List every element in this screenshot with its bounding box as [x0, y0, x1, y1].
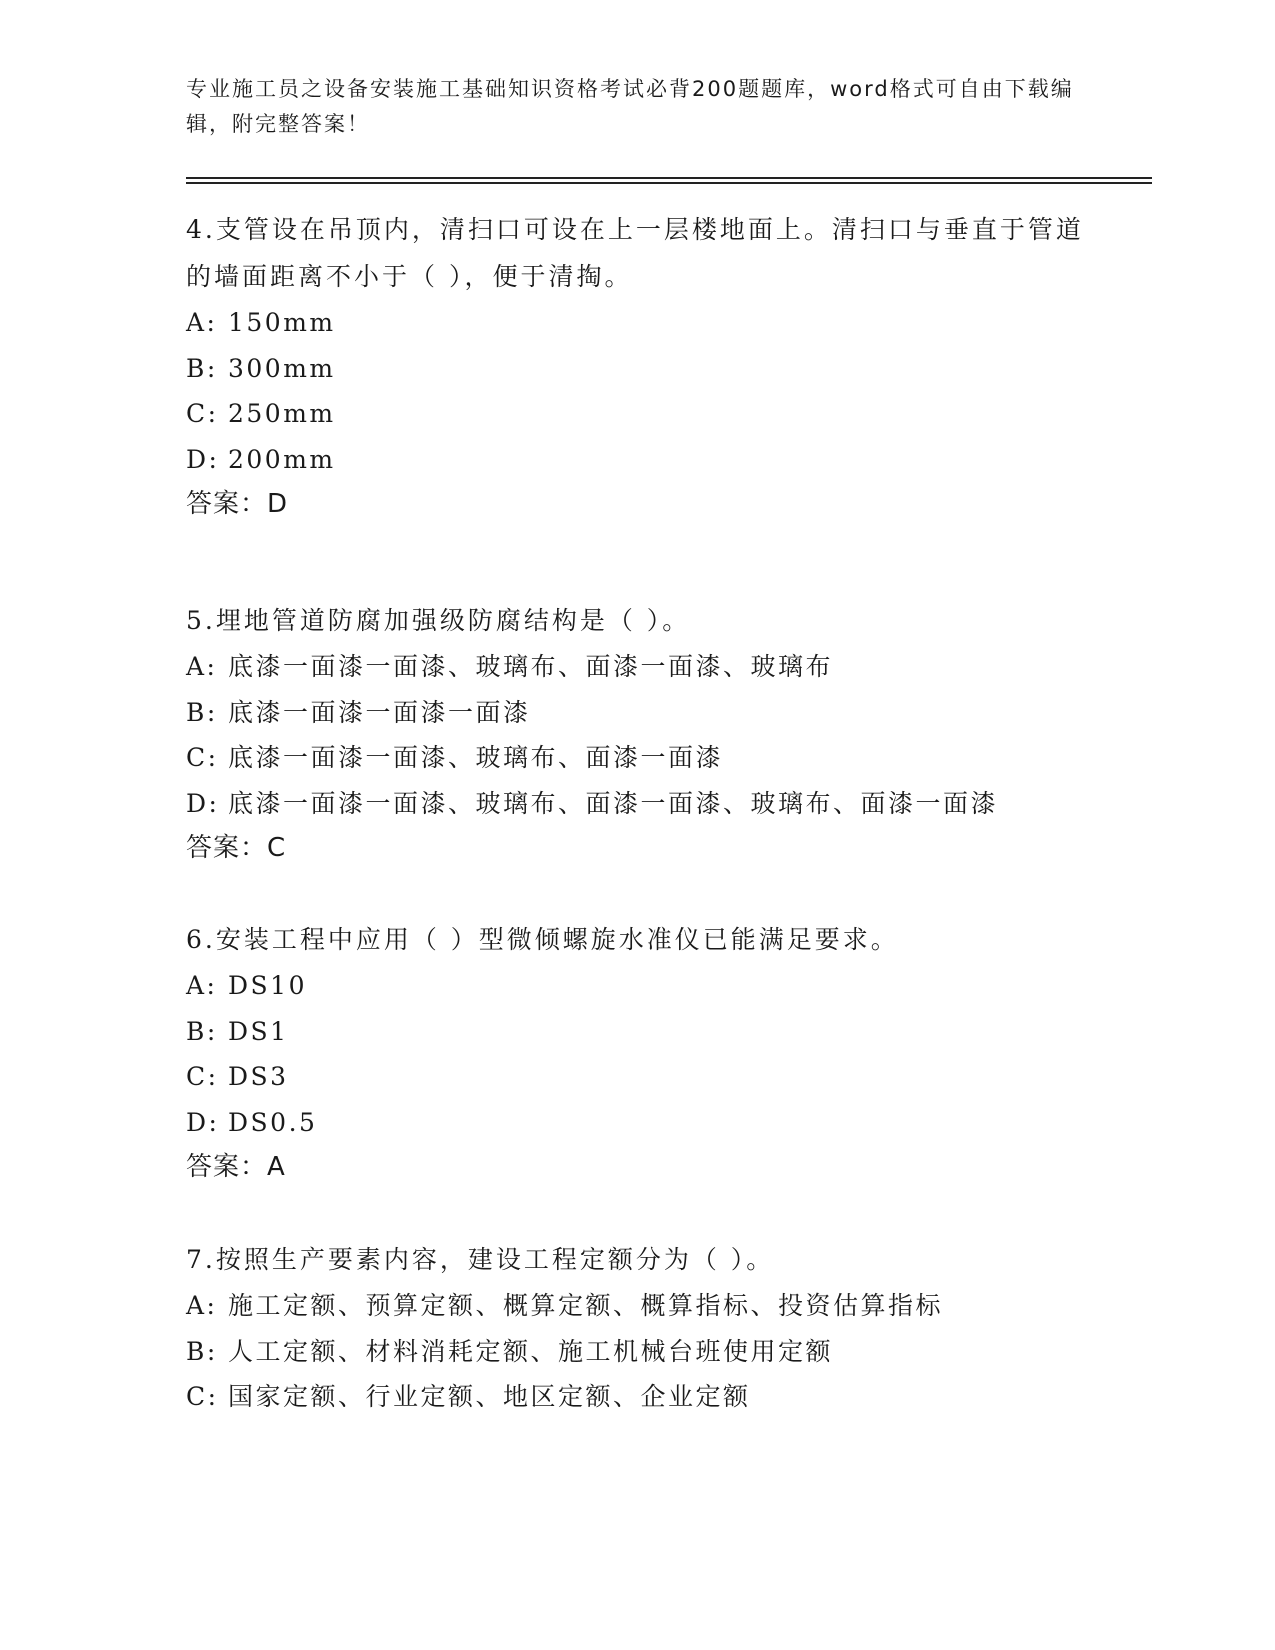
option-a: [186, 963, 1086, 1009]
question-4: [186, 206, 1086, 527]
option-c: [186, 1374, 1086, 1420]
option-letter: A:: [186, 652, 218, 681]
option-letter: A:: [186, 1291, 218, 1320]
option-letter: C:: [186, 1382, 219, 1411]
question-stem: 5.埋地管道防腐加强级防腐结构是（ ）。: [186, 606, 691, 635]
answer-label: 答案：: [186, 1152, 268, 1182]
option-b: [186, 1329, 1086, 1375]
header-divider-bottom: [186, 182, 1152, 184]
option-d: [186, 781, 1086, 827]
option-b: [186, 1009, 1086, 1055]
option-text: DS3: [228, 1062, 289, 1091]
option-a: [186, 1283, 1086, 1329]
option-letter: B:: [186, 353, 218, 383]
option-text: 底漆一面漆一面漆、玻璃布、面漆一面漆、玻璃布: [228, 652, 834, 681]
answer-line: [186, 1145, 1086, 1190]
option-letter: A:: [186, 308, 218, 337]
option-text: 300mm: [228, 353, 336, 383]
option-letter: A:: [186, 971, 218, 1000]
answer-value: D: [267, 489, 289, 519]
option-d: [186, 437, 1086, 483]
option-b: [186, 346, 1086, 392]
question-stem: 7.按照生产要素内容，建设工程定额分为（ ）。: [186, 1245, 775, 1274]
option-letter: C:: [186, 1062, 219, 1091]
option-a: [186, 300, 1086, 346]
option-letter: B:: [186, 1016, 218, 1046]
question-6: [186, 916, 1086, 1190]
document-title: 专业施工员之设备安装施工基础知识资格考试必背200题题库，word格式可自由下载编辑，附完整答案！: [186, 77, 1074, 136]
option-text: DS10: [228, 971, 307, 1000]
option-text: 250mm: [228, 399, 336, 428]
question-stem: 6.安装工程中应用（ ）型微倾螺旋水准仪已能满足要求。: [186, 925, 899, 954]
answer-line: [186, 826, 1086, 871]
option-c: [186, 735, 1086, 781]
answer-value: C: [267, 833, 287, 863]
option-a: [186, 644, 1086, 690]
option-b: [186, 690, 1086, 736]
answer-label: 答案：: [186, 489, 268, 519]
option-text: 底漆一面漆一面漆、玻璃布、面漆一面漆: [228, 743, 724, 772]
option-text: 底漆一面漆一面漆一面漆: [228, 697, 531, 727]
question-7: [186, 1236, 1086, 1420]
option-letter: D:: [186, 1107, 220, 1137]
answer-label: 答案：: [186, 833, 268, 863]
option-text: DS1: [228, 1016, 289, 1046]
question-5: [186, 597, 1086, 871]
option-text: 200mm: [228, 444, 336, 474]
option-d: [186, 1100, 1086, 1146]
option-text: 施工定额、预算定额、概算定额、概算指标、投资估算指标: [228, 1291, 944, 1320]
option-letter: D:: [186, 788, 220, 818]
answer-value: A: [267, 1152, 286, 1182]
answer-line: [186, 482, 1086, 527]
question-stem: 4.支管设在吊顶内，清扫口可设在上一层楼地面上。清扫口与垂直于管道的墙面距离不小于（ ），便于清掏。: [186, 215, 1084, 291]
header-divider-top: [186, 177, 1152, 179]
option-letter: D:: [186, 444, 220, 474]
option-text: 150mm: [228, 308, 336, 337]
option-letter: C:: [186, 743, 219, 772]
option-text: 人工定额、材料消耗定额、施工机械台班使用定额: [228, 1336, 834, 1366]
option-c: [186, 1054, 1086, 1100]
option-letter: B:: [186, 697, 218, 727]
option-letter: C:: [186, 399, 219, 428]
option-text: DS0.5: [228, 1107, 318, 1137]
option-text: 国家定额、行业定额、地区定额、企业定额: [228, 1382, 751, 1411]
option-letter: B:: [186, 1336, 218, 1366]
option-c: [186, 391, 1086, 437]
option-text: 底漆一面漆一面漆、玻璃布、面漆一面漆、玻璃布、面漆一面漆: [228, 788, 999, 818]
